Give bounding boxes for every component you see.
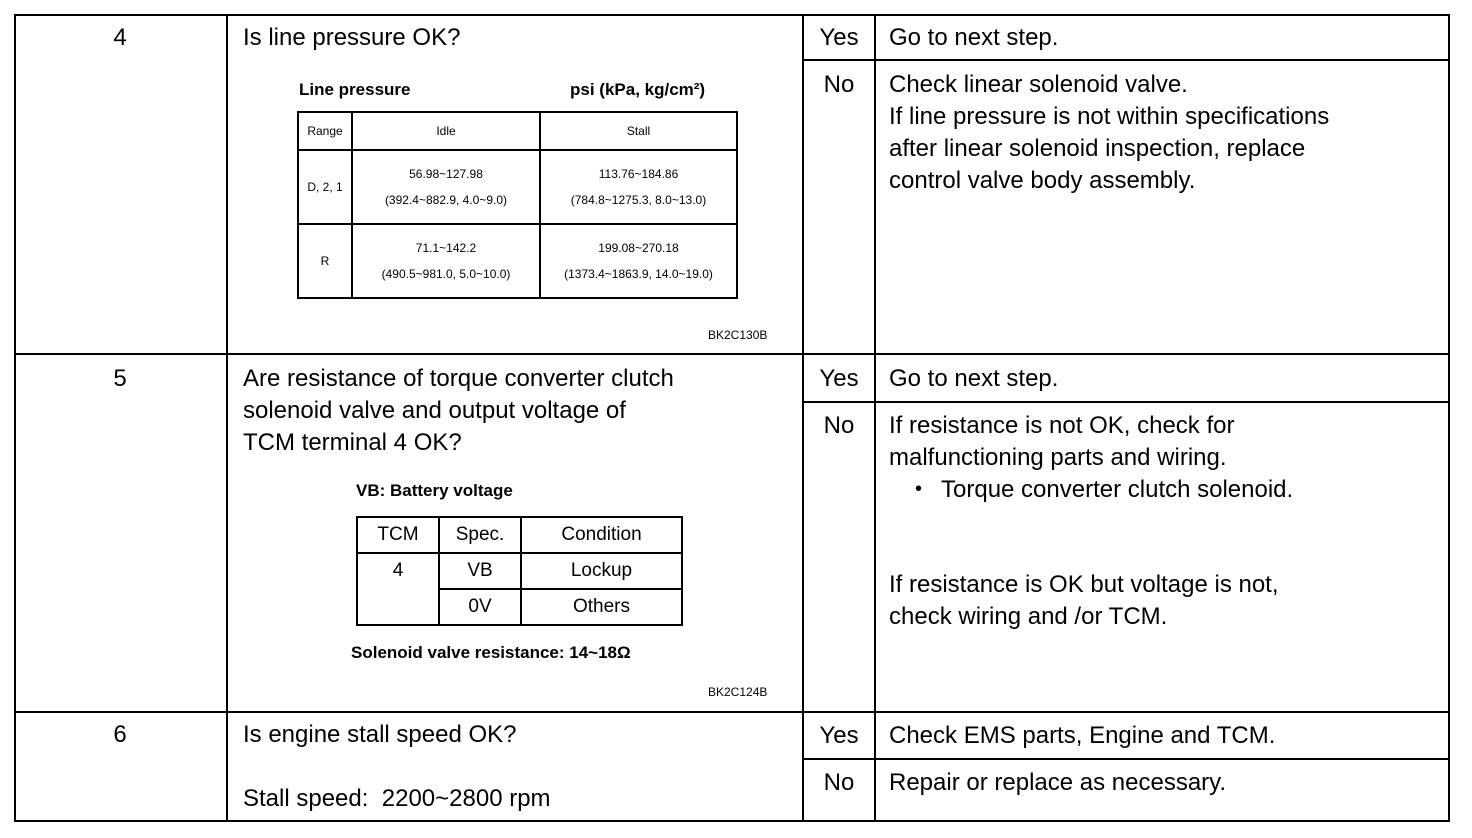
stall-speed-spec: Stall speed: 2200~2800 rpm (243, 785, 551, 812)
stall-cell: 113.76~184.86 (784.8~1275.3, 8.0~13.0) (540, 150, 737, 224)
no-label: No (823, 769, 855, 796)
bullet-item: Torque converter clutch solenoid. (941, 476, 1294, 503)
idle-cell: 71.1~142.2 (490.5~981.0, 5.0~10.0) (352, 224, 540, 298)
figure-code: BK2C130B (708, 328, 768, 342)
terminal-cell: 4 (357, 553, 439, 625)
no-action-line: check wiring and /or TCM. (889, 603, 1168, 630)
figure-title: VB: Battery voltage (356, 481, 513, 500)
grid-line (804, 758, 1450, 760)
header-tcm: TCM (357, 517, 439, 553)
question-text: Is engine stall speed OK? (243, 721, 517, 748)
spec-cell: 0V (439, 589, 521, 625)
no-action-line: after linear solenoid inspection, replace (889, 135, 1306, 162)
grid-line (14, 14, 1450, 16)
idle-cell: 56.98~127.98 (392.4~882.9, 4.0~9.0) (352, 150, 540, 224)
grid-line (804, 59, 1450, 61)
grid-line (14, 14, 16, 822)
figure-code: BK2C124B (708, 685, 768, 699)
bullet-icon: • (915, 478, 923, 500)
yes-label: Yes (819, 365, 859, 392)
question-line: Are resistance of torque converter clutch (243, 365, 674, 392)
step-number: 4 (113, 24, 127, 51)
no-action-line: If resistance is OK but voltage is not, (889, 571, 1279, 598)
question-line: TCM terminal 4 OK? (243, 429, 462, 456)
question-line: solenoid valve and output voltage of (243, 397, 626, 424)
question-text: Is line pressure OK? (243, 24, 461, 51)
grid-line (804, 401, 1450, 403)
no-action: Repair or replace as necessary. (889, 769, 1227, 796)
no-action-line: If line pressure is not within specifications (889, 103, 1330, 130)
grid-line (14, 820, 1450, 822)
no-action-line: If resistance is not OK, check for (889, 412, 1235, 439)
resistance-note: Solenoid valve resistance: 14~18Ω (351, 643, 631, 662)
no-label: No (823, 71, 855, 98)
no-action-line: malfunctioning parts and wiring. (889, 444, 1227, 471)
range-cell: D, 2, 1 (298, 150, 352, 224)
tcm-spec-table (356, 516, 683, 626)
step-number: 5 (113, 365, 127, 392)
no-action-line: Check linear solenoid valve. (889, 71, 1188, 98)
line-pressure-table (297, 111, 738, 299)
header-range: Range (298, 112, 352, 150)
header-spec: Spec. (439, 517, 521, 553)
range-cell: R (298, 224, 352, 298)
grid-line (874, 14, 876, 822)
grid-line (1448, 14, 1450, 822)
yes-action: Check EMS parts, Engine and TCM. (889, 722, 1276, 749)
grid-line (14, 711, 1450, 713)
grid-line (226, 14, 228, 822)
figure-title: Line pressure (299, 80, 411, 99)
yes-action: Go to next step. (889, 365, 1059, 392)
condition-cell: Others (521, 589, 682, 625)
yes-action: Go to next step. (889, 24, 1059, 51)
stall-cell: 199.08~270.18 (1373.4~1863.9, 14.0~19.0) (540, 224, 737, 298)
no-action-line: control valve body assembly. (889, 167, 1196, 194)
header-idle: Idle (352, 112, 540, 150)
grid-line (14, 353, 1450, 355)
header-condition: Condition (521, 517, 682, 553)
step-number: 6 (113, 721, 127, 748)
figure-units: psi (kPa, kg/cm²) (570, 80, 706, 99)
condition-cell: Lockup (521, 553, 682, 589)
yes-label: Yes (819, 24, 859, 51)
header-stall: Stall (540, 112, 737, 150)
yes-label: Yes (819, 722, 859, 749)
no-label: No (823, 412, 855, 439)
spec-cell: VB (439, 553, 521, 589)
